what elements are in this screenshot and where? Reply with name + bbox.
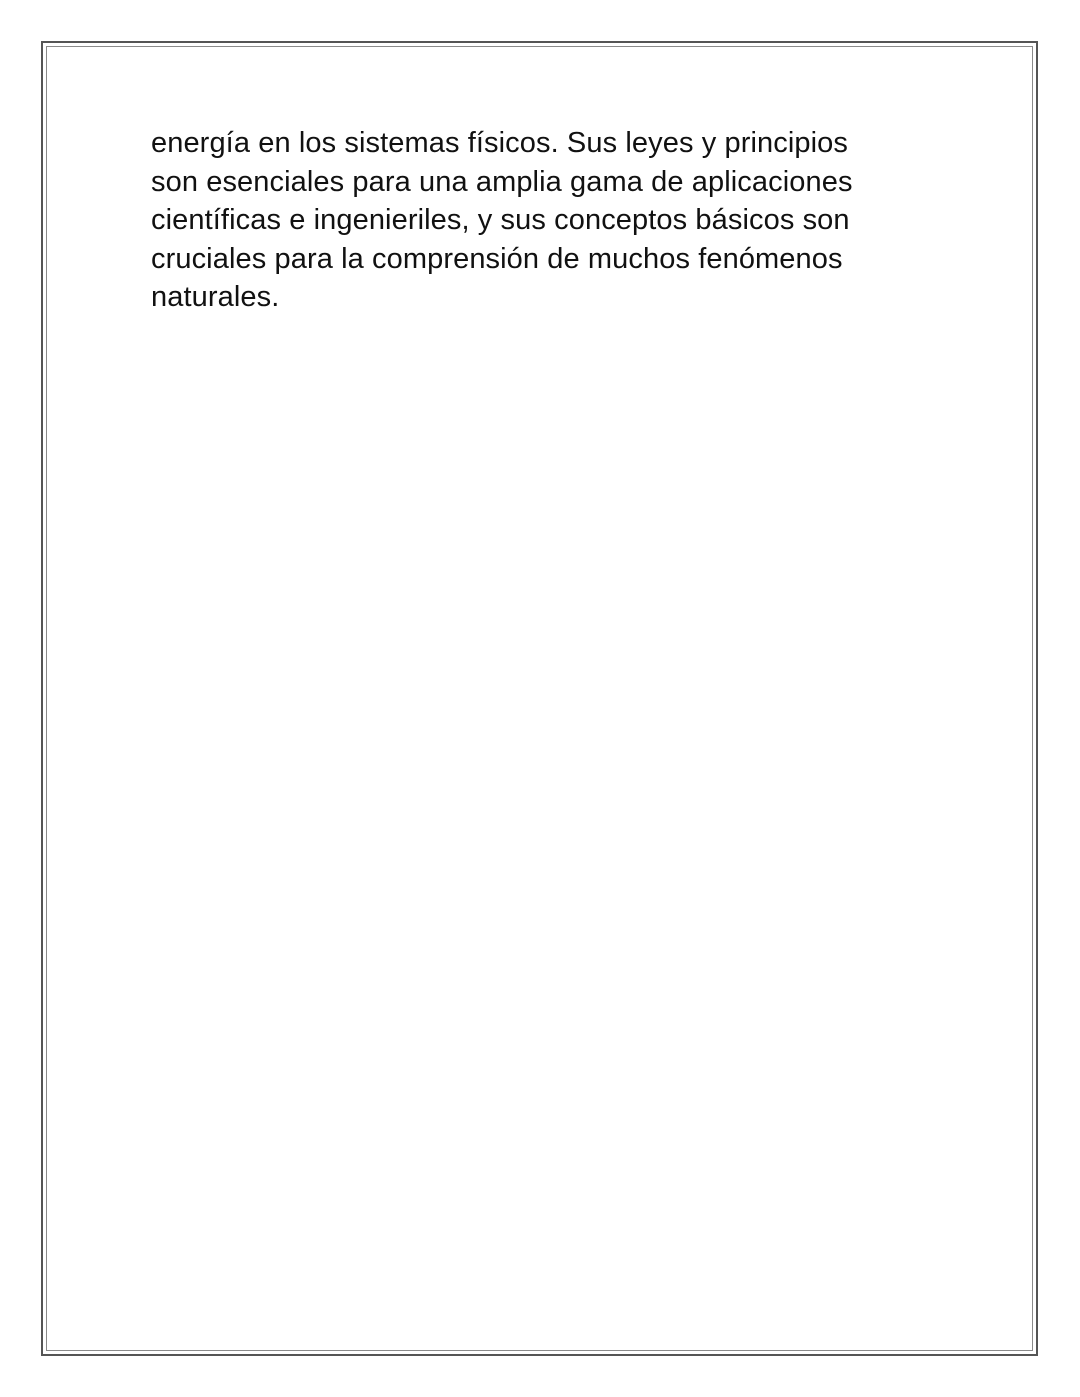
- body-paragraph: [151, 124, 911, 317]
- paragraph-line: científicas e ingenieriles, y sus conceptos básicos son: [151, 204, 850, 237]
- paragraph-line: energía en los sistemas físicos. Sus leyes y principios: [151, 127, 848, 159]
- paragraph-line: cruciales para la comprensión de muchos fenómenos: [151, 242, 843, 275]
- paragraph-line: naturales.: [151, 281, 280, 314]
- paragraph-line: son esenciales para una amplia gama de aplicaciones: [151, 165, 853, 198]
